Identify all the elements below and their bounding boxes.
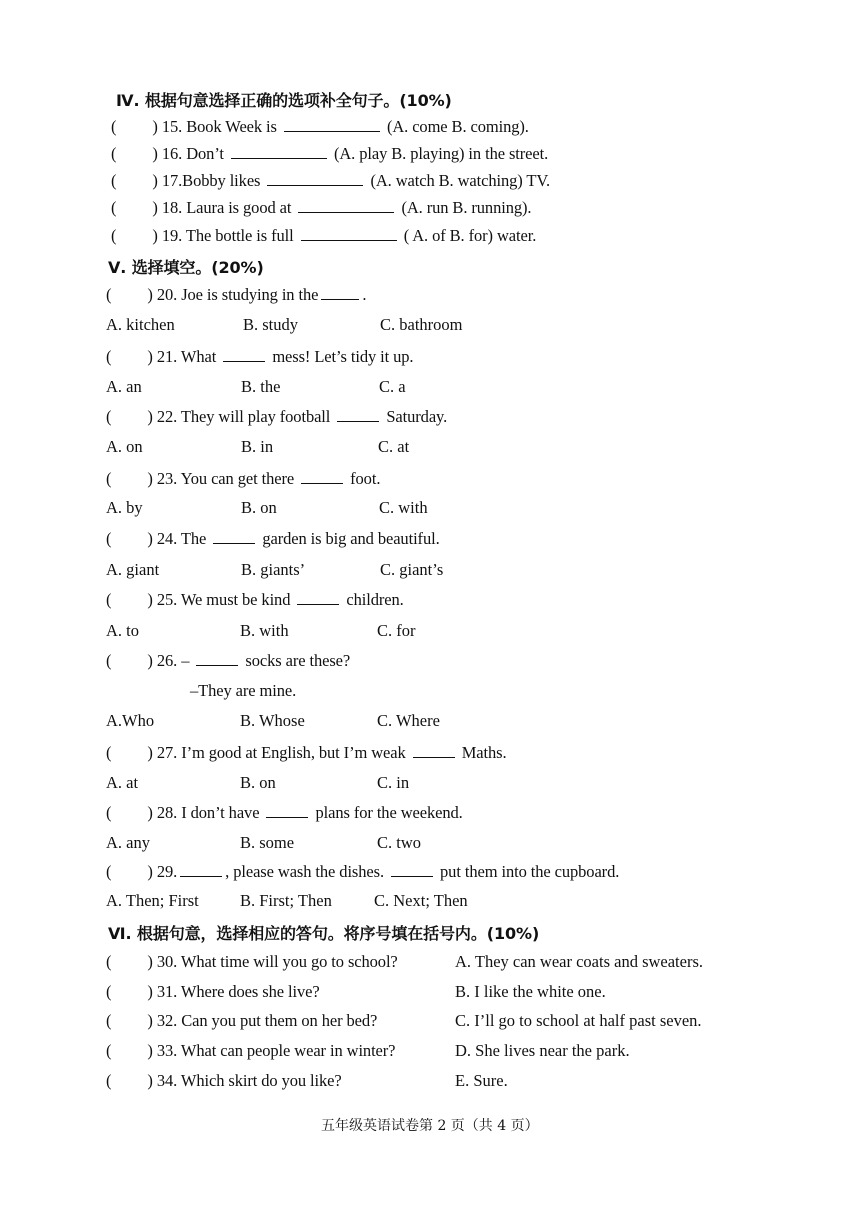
- answer-blank[interactable]: [284, 130, 380, 132]
- question-28: ( ) 28. I don’t have plans for the weekend.: [106, 803, 463, 822]
- match-answer-a: A. They can wear coats and sweaters.: [455, 952, 704, 971]
- question-27: ( ) 27. I’m good at English, but I’m weak Maths.: [106, 743, 507, 762]
- option-b: B. on: [240, 773, 276, 792]
- match-answer-d: D. She lives near the park.: [455, 1041, 630, 1060]
- option-c: C. for: [377, 621, 416, 640]
- match-answer-e: E. Sure.: [455, 1071, 508, 1090]
- match-question-30: ( ) 30. What time will you go to school?: [106, 952, 398, 971]
- answer-blank[interactable]: [180, 875, 222, 877]
- option-c: C. with: [379, 498, 428, 517]
- answer-blank[interactable]: [213, 542, 255, 544]
- answer-blank[interactable]: [298, 211, 394, 213]
- option-a: A.Who: [106, 711, 155, 730]
- question-23: ( ) 23. You can get there foot.: [106, 469, 381, 488]
- option-b: B. in: [241, 437, 274, 456]
- option-b: B. First; Then: [240, 891, 332, 910]
- answer-blank[interactable]: [413, 756, 455, 758]
- section-4-title: Ⅳ. 根据句意选择正确的选项补全句子。(10%): [116, 91, 452, 110]
- match-question-31: ( ) 31. Where does she live?: [106, 982, 320, 1001]
- option-b: B. giants’: [241, 560, 306, 579]
- match-question-34: ( ) 34. Which skirt do you like?: [106, 1071, 342, 1090]
- option-c: C. at: [378, 437, 410, 456]
- option-a: A. at: [106, 773, 139, 792]
- option-c: C. bathroom: [380, 315, 463, 334]
- question-16: ( ) 16. Don’t (A. play B. playing) in the street.: [111, 144, 549, 163]
- option-a: A. kitchen: [106, 315, 175, 334]
- match-answer-b: B. I like the white one.: [455, 982, 606, 1001]
- question-24: ( ) 24. The garden is big and beautiful.: [106, 529, 440, 548]
- answer-blank[interactable]: [321, 298, 359, 300]
- question-19: ( ) 19. The bottle is full ( A. of B. for) water.: [111, 226, 537, 245]
- answer-blank[interactable]: [391, 875, 433, 877]
- question-15: ( ) 15. Book Week is (A. come B. coming).: [111, 117, 529, 136]
- dialogue-answer: –They are mine.: [190, 681, 297, 700]
- answer-blank[interactable]: [301, 239, 397, 241]
- option-a: A. any: [106, 833, 150, 852]
- answer-blank[interactable]: [337, 420, 379, 422]
- option-b: B. on: [241, 498, 277, 517]
- match-question-33: ( ) 33. What can people wear in winter?: [106, 1041, 396, 1060]
- option-a: A. giant: [106, 560, 160, 579]
- option-a: A. an: [106, 377, 142, 396]
- page-footer: 五年级英语试卷第 2 页（共 4 页）: [321, 1118, 539, 1134]
- question-29: ( ) 29. , please wash the dishes. put them into the cupboard.: [106, 862, 620, 881]
- question-17: ( ) 17.Bobby likes (A. watch B. watching) TV.: [111, 171, 551, 190]
- option-b: B. with: [240, 621, 289, 640]
- question-25: ( ) 25. We must be kind children.: [106, 590, 404, 609]
- question-22: ( ) 22. They will play football Saturday.: [106, 407, 448, 426]
- question-26: ( ) 26. – socks are these?: [106, 651, 351, 670]
- option-c: C. in: [377, 773, 410, 792]
- option-c: C. two: [377, 833, 422, 852]
- answer-blank[interactable]: [266, 816, 308, 818]
- option-b: B. Whose: [240, 711, 305, 730]
- option-a: A. to: [106, 621, 139, 640]
- option-b: B. study: [243, 315, 299, 334]
- question-18: ( ) 18. Laura is good at (A. run B. running).: [111, 198, 532, 217]
- answer-blank[interactable]: [196, 664, 238, 666]
- answer-blank[interactable]: [223, 360, 265, 362]
- answer-blank[interactable]: [301, 482, 343, 484]
- option-c: C. Next; Then: [374, 891, 468, 910]
- option-b: B. some: [240, 833, 295, 852]
- question-21: ( ) 21. What mess! Let’s tidy it up.: [106, 347, 414, 366]
- option-c: C. a: [379, 377, 406, 396]
- question-20: ( ) 20. Joe is studying in the .: [106, 285, 367, 304]
- option-a: A. Then; First: [106, 891, 199, 910]
- option-a: A. by: [106, 498, 143, 517]
- answer-blank[interactable]: [267, 184, 363, 186]
- answer-blank[interactable]: [231, 157, 327, 159]
- match-answer-c: C. I’ll go to school at half past seven.: [455, 1011, 702, 1030]
- option-c: C. Where: [377, 711, 440, 730]
- section-6-title: Ⅵ. 根据句意，选择相应的答句。将序号填在括号内。(10%): [108, 924, 540, 943]
- option-a: A. on: [106, 437, 143, 456]
- section-5-title: Ⅴ. 选择填空。(20%): [108, 258, 264, 277]
- option-c: C. giant’s: [380, 560, 444, 579]
- answer-blank[interactable]: [297, 603, 339, 605]
- option-b: B. the: [241, 377, 281, 396]
- match-question-32: ( ) 32. Can you put them on her bed?: [106, 1011, 378, 1030]
